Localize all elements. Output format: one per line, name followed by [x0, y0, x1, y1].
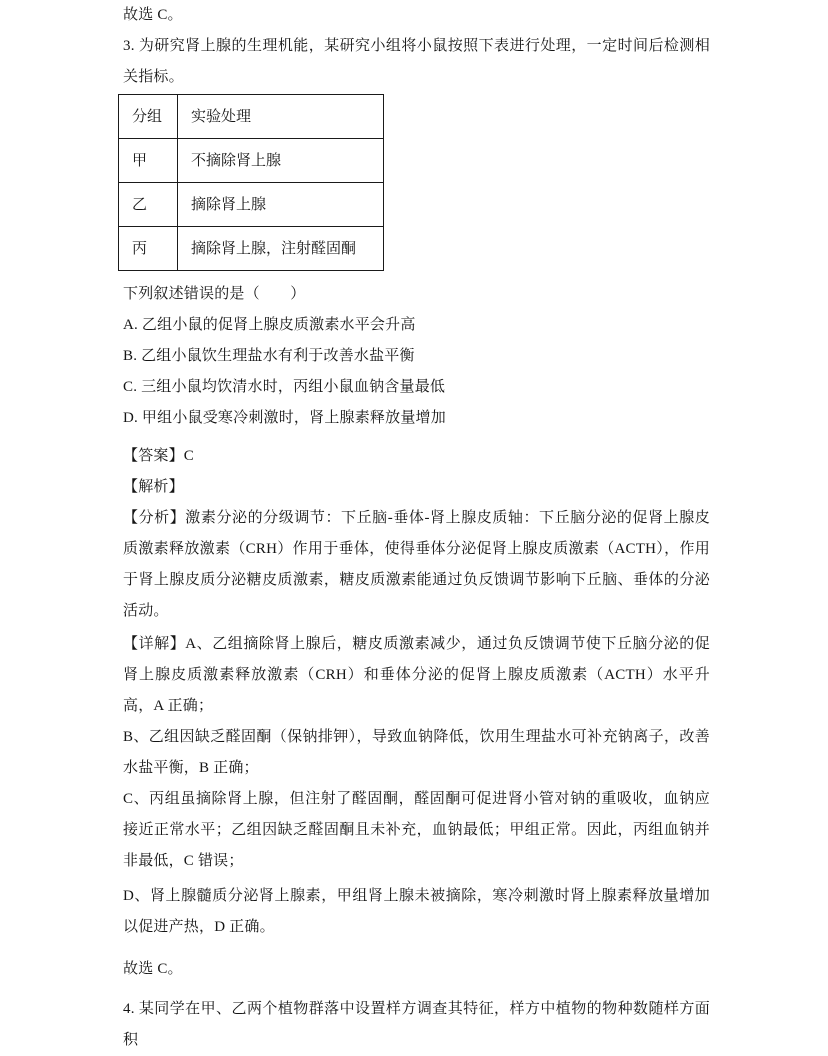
table-header-row — [119, 95, 384, 139]
answer-line: 【答案】C — [123, 448, 195, 464]
question-3-conclusion: 故选 C。 — [123, 961, 183, 977]
option-d: D. 甲组小鼠受寒冷刺激时，肾上腺素释放量增加 — [123, 410, 446, 426]
table-cell-treatment: 摘除肾上腺 — [178, 183, 384, 227]
table-header-treatment: 实验处理 — [178, 95, 384, 139]
table-cell-treatment: 不摘除肾上腺 — [178, 139, 384, 183]
detail-paragraph-a: 【详解】A、乙组摘除肾上腺后，糖皮质激素减少，通过负反馈调节使下丘脑分泌的促肾上腺皮质激素释放激素（CRH）和垂体分泌的促肾上腺皮质激素（ACTH）水平升高，A 正确； — [123, 636, 710, 714]
detail-paragraph-c: C、丙组虽摘除肾上腺，但注射了醛固酮，醛固酮可促进肾小管对钠的重吸收，血钠应接近正常水平；乙组因缺乏醛固酮且未补充，血钠最低；甲组正常。因此，丙组血钠并非最低，C 错误； — [123, 791, 710, 869]
table-row — [119, 183, 384, 227]
table-row — [119, 227, 384, 271]
question-3-section — [123, 31, 710, 985]
experiment-table — [118, 94, 384, 271]
table-cell-group: 乙 — [119, 183, 178, 227]
table-header-group: 分组 — [119, 95, 178, 139]
question-3-prompt: 下列叙述错误的是（ ） — [123, 286, 306, 302]
table-row — [119, 139, 384, 183]
prev-question-conclusion: 故选 C。 — [123, 7, 183, 23]
analysis-section-label: 【解析】 — [123, 479, 184, 495]
question-4-stem: 4. 某同学在甲、乙两个植物群落中设置样方调查其特征，样方中植物的物种数随样方面积 — [123, 1001, 710, 1048]
option-c: C. 三组小鼠均饮清水时，丙组小鼠血钠含量最低 — [123, 379, 446, 395]
table-cell-group: 丙 — [119, 227, 178, 271]
question-3-stem: 3. 为研究肾上腺的生理机能，某研究小组将小鼠按照下表进行处理，一定时间后检测相关指标。 — [123, 38, 710, 85]
option-b: B. 乙组小鼠饮生理盐水有利于改善水盐平衡 — [123, 348, 415, 364]
table-cell-group: 甲 — [119, 139, 178, 183]
detail-paragraph-b: B、乙组因缺乏醛固酮（保钠排钾），导致血钠降低，饮用生理盐水可补充钠离子，改善水盐平衡，B 正确； — [123, 729, 710, 776]
option-a: A. 乙组小鼠的促肾上腺皮质激素水平会升高 — [123, 317, 416, 333]
analysis-paragraph: 【分析】激素分泌的分级调节：下丘脑-垂体-肾上腺皮质轴：下丘脑分泌的促肾上腺皮质激素释放激素（CRH）作用于垂体，使得垂体分泌促肾上腺皮质激素（ACTH），作用于肾上腺皮质分泌糖皮质激素，糖皮质激素能通过负反馈调节影响下丘脑、垂体的分泌活动。 — [123, 510, 710, 619]
detail-paragraph-d: D、肾上腺髓质分泌肾上腺素，甲组肾上腺未被摘除，寒冷刺激时肾上腺素释放量增加以促进产热，D 正确。 — [123, 888, 710, 935]
table-cell-treatment: 摘除肾上腺，注射醛固酮 — [178, 227, 384, 271]
